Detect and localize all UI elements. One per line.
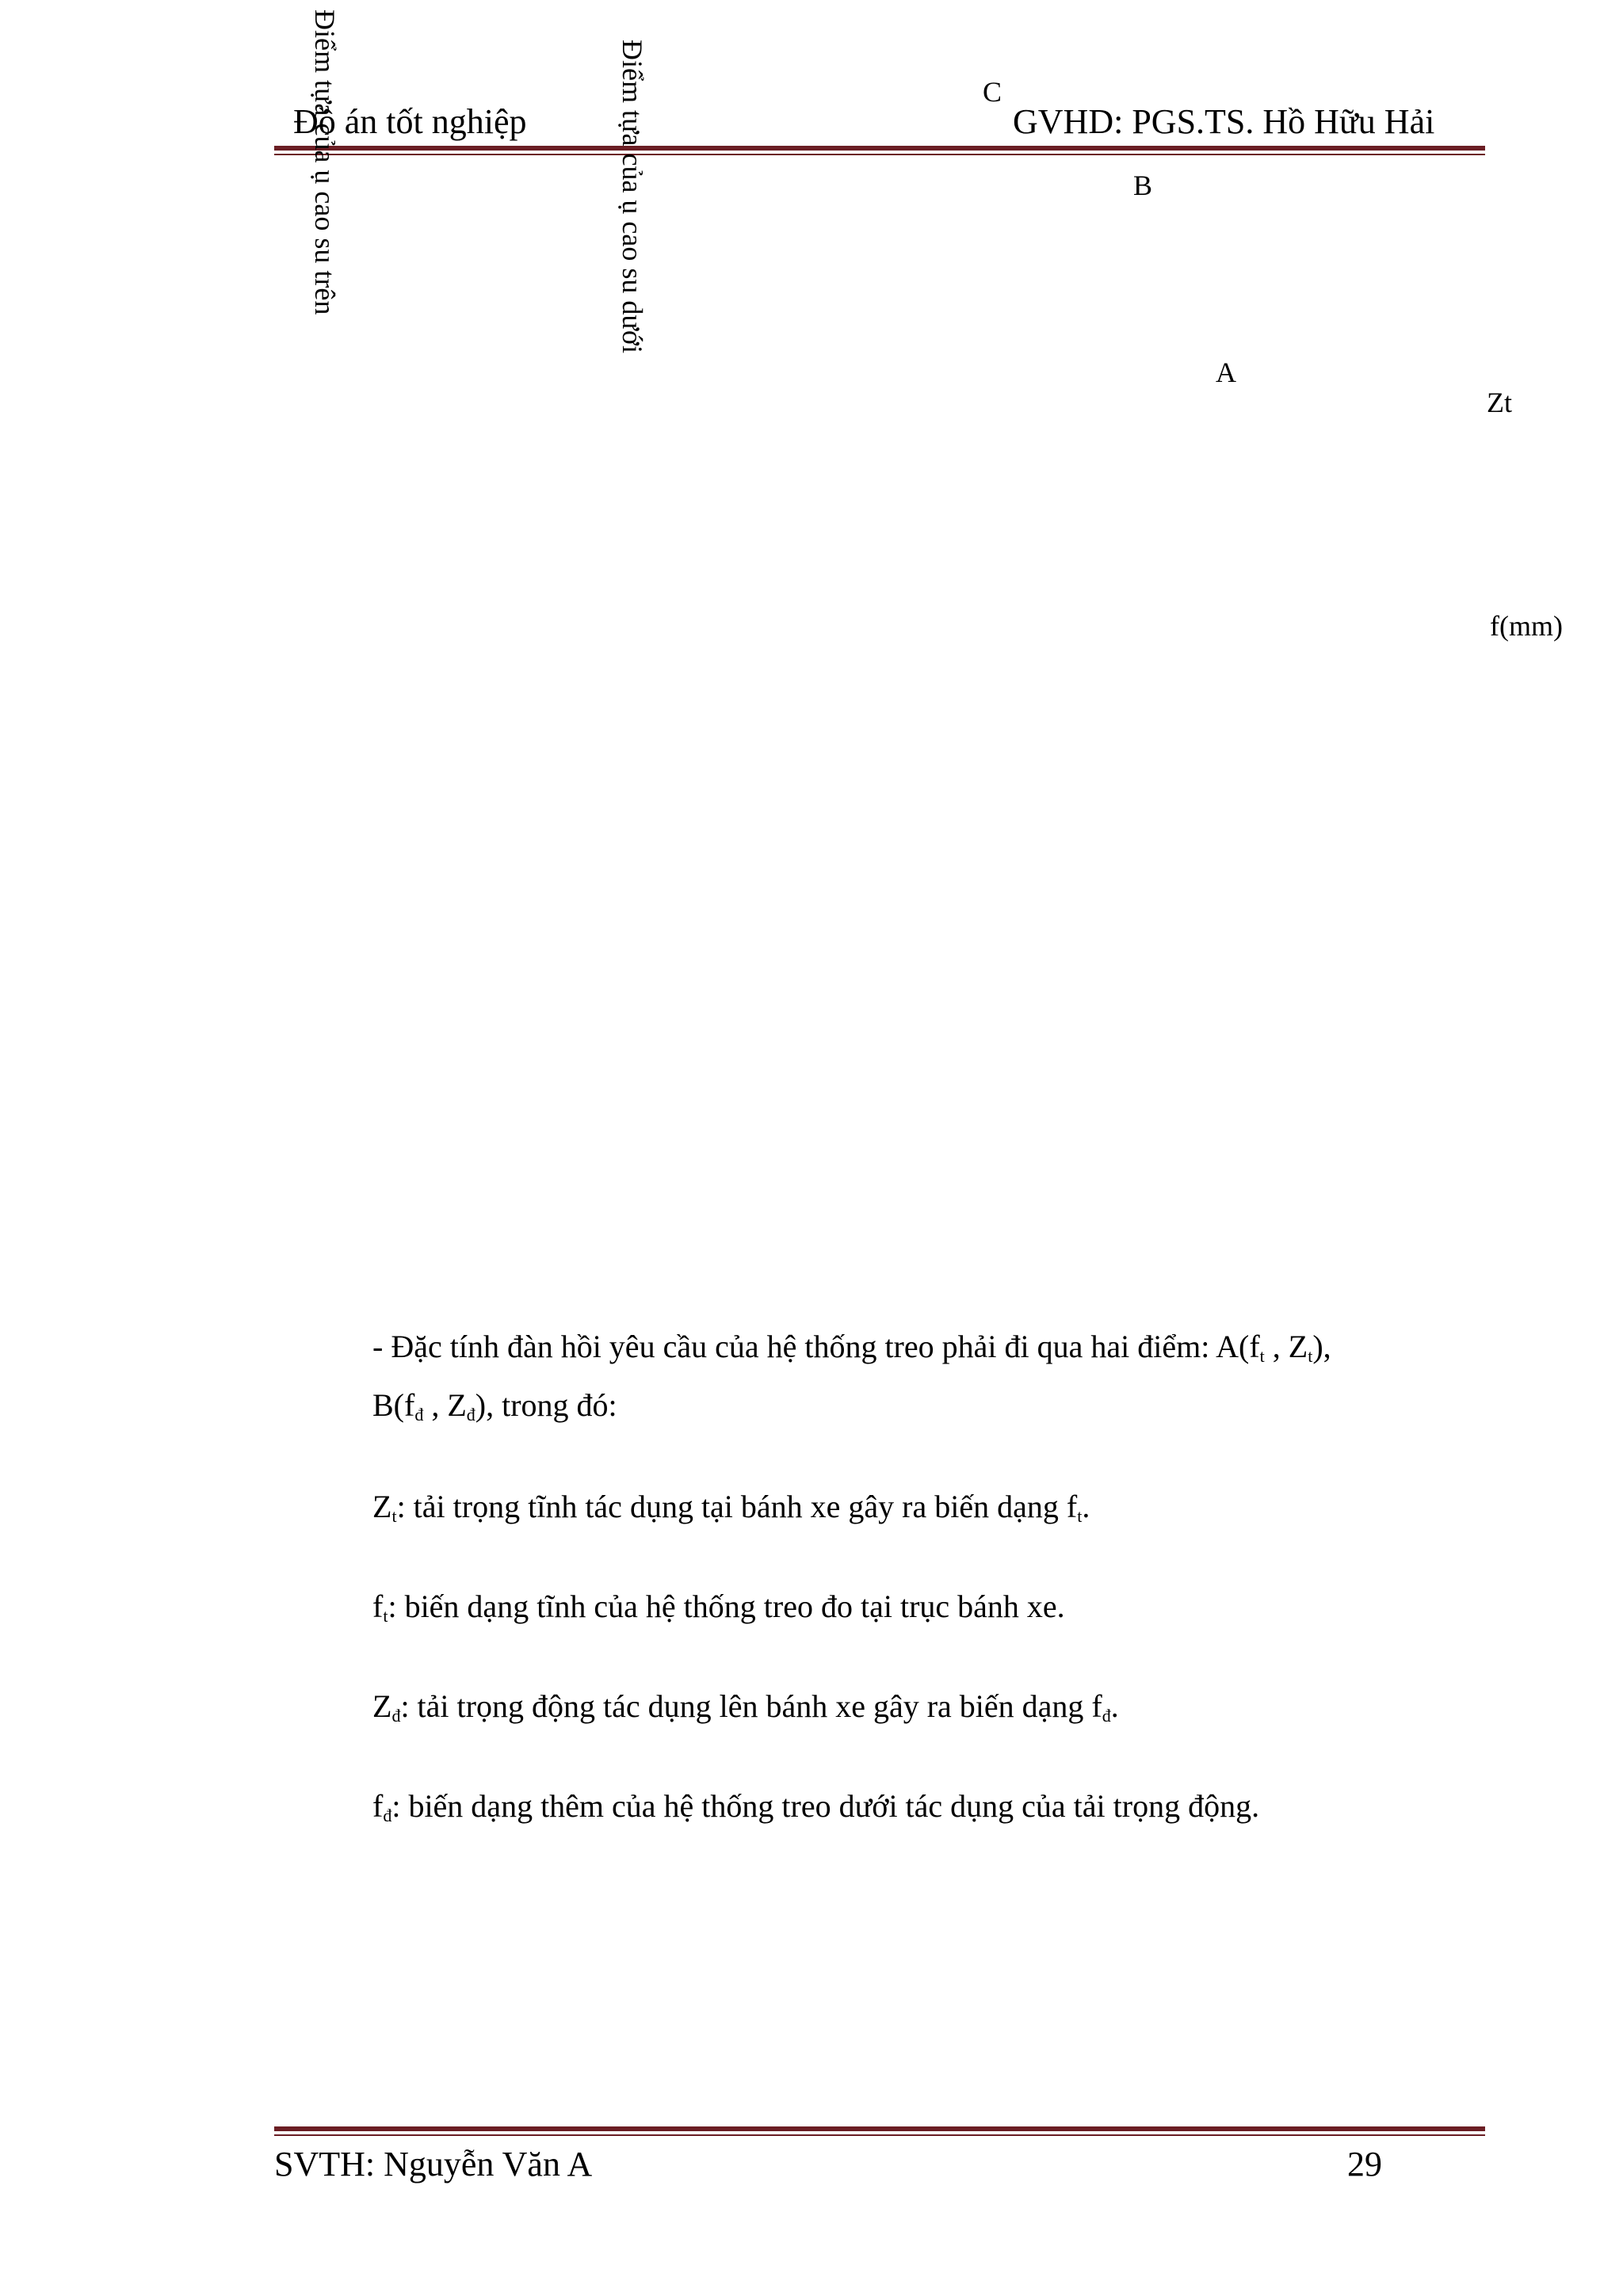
definition-zd: $Z_đ$: tải trọng động tác dụng lên bánh xe gây ra biến dạng $f_đ$.	[372, 1688, 1119, 1726]
footer-student-name: SVTH: Nguyễn Văn A	[274, 2145, 593, 2183]
footer-rule-thin	[274, 2134, 1485, 2136]
header-left-title: Đồ án tốt nghiệp	[293, 102, 527, 141]
header-rule-thick	[274, 146, 1485, 151]
footer-page-number: 29	[1347, 2145, 1382, 2183]
header-right-advisor: GVHD: PGS.TS. Hồ Hữu Hải	[1013, 102, 1435, 141]
definition-fd: $f_đ$: biến dạng thêm của hệ thống treo dưới tác dụng của tải trọng động.	[372, 1788, 1260, 1825]
figure-point-a: A	[1216, 357, 1236, 388]
definition-zt: $Z_t$: tải trọng tĩnh tác dụng tại bánh xe gây ra biến dạng $f_t$.	[372, 1489, 1090, 1526]
figure-axis-x-label: f(mm)	[1490, 610, 1563, 642]
definition-ft: $f_t$: biến dạng tĩnh của hệ thống treo đo tại trục bánh xe.	[372, 1589, 1065, 1626]
figure-vertical-label-upper: Điểm tựa của ụ cao su trên	[309, 10, 341, 315]
paragraph-line-1: - Đặc tính đàn hồi yêu cầu của hệ thống treo phải đi qua hai điểm: $A(f_t$ , $Z_t$),	[372, 1329, 1331, 1366]
paragraph-line-2: $B(f_đ$ , $Z_đ$), trong đó:	[372, 1387, 617, 1425]
header-rule-thin	[274, 154, 1485, 155]
figure-vertical-label-lower: Điểm tựa của ụ cao su dưới	[617, 40, 648, 353]
figure-point-b: B	[1133, 170, 1153, 201]
figure-axis-y-label: Zt	[1487, 387, 1512, 418]
footer-rule-thick	[274, 2126, 1485, 2131]
figure-point-c: C	[983, 76, 1002, 108]
